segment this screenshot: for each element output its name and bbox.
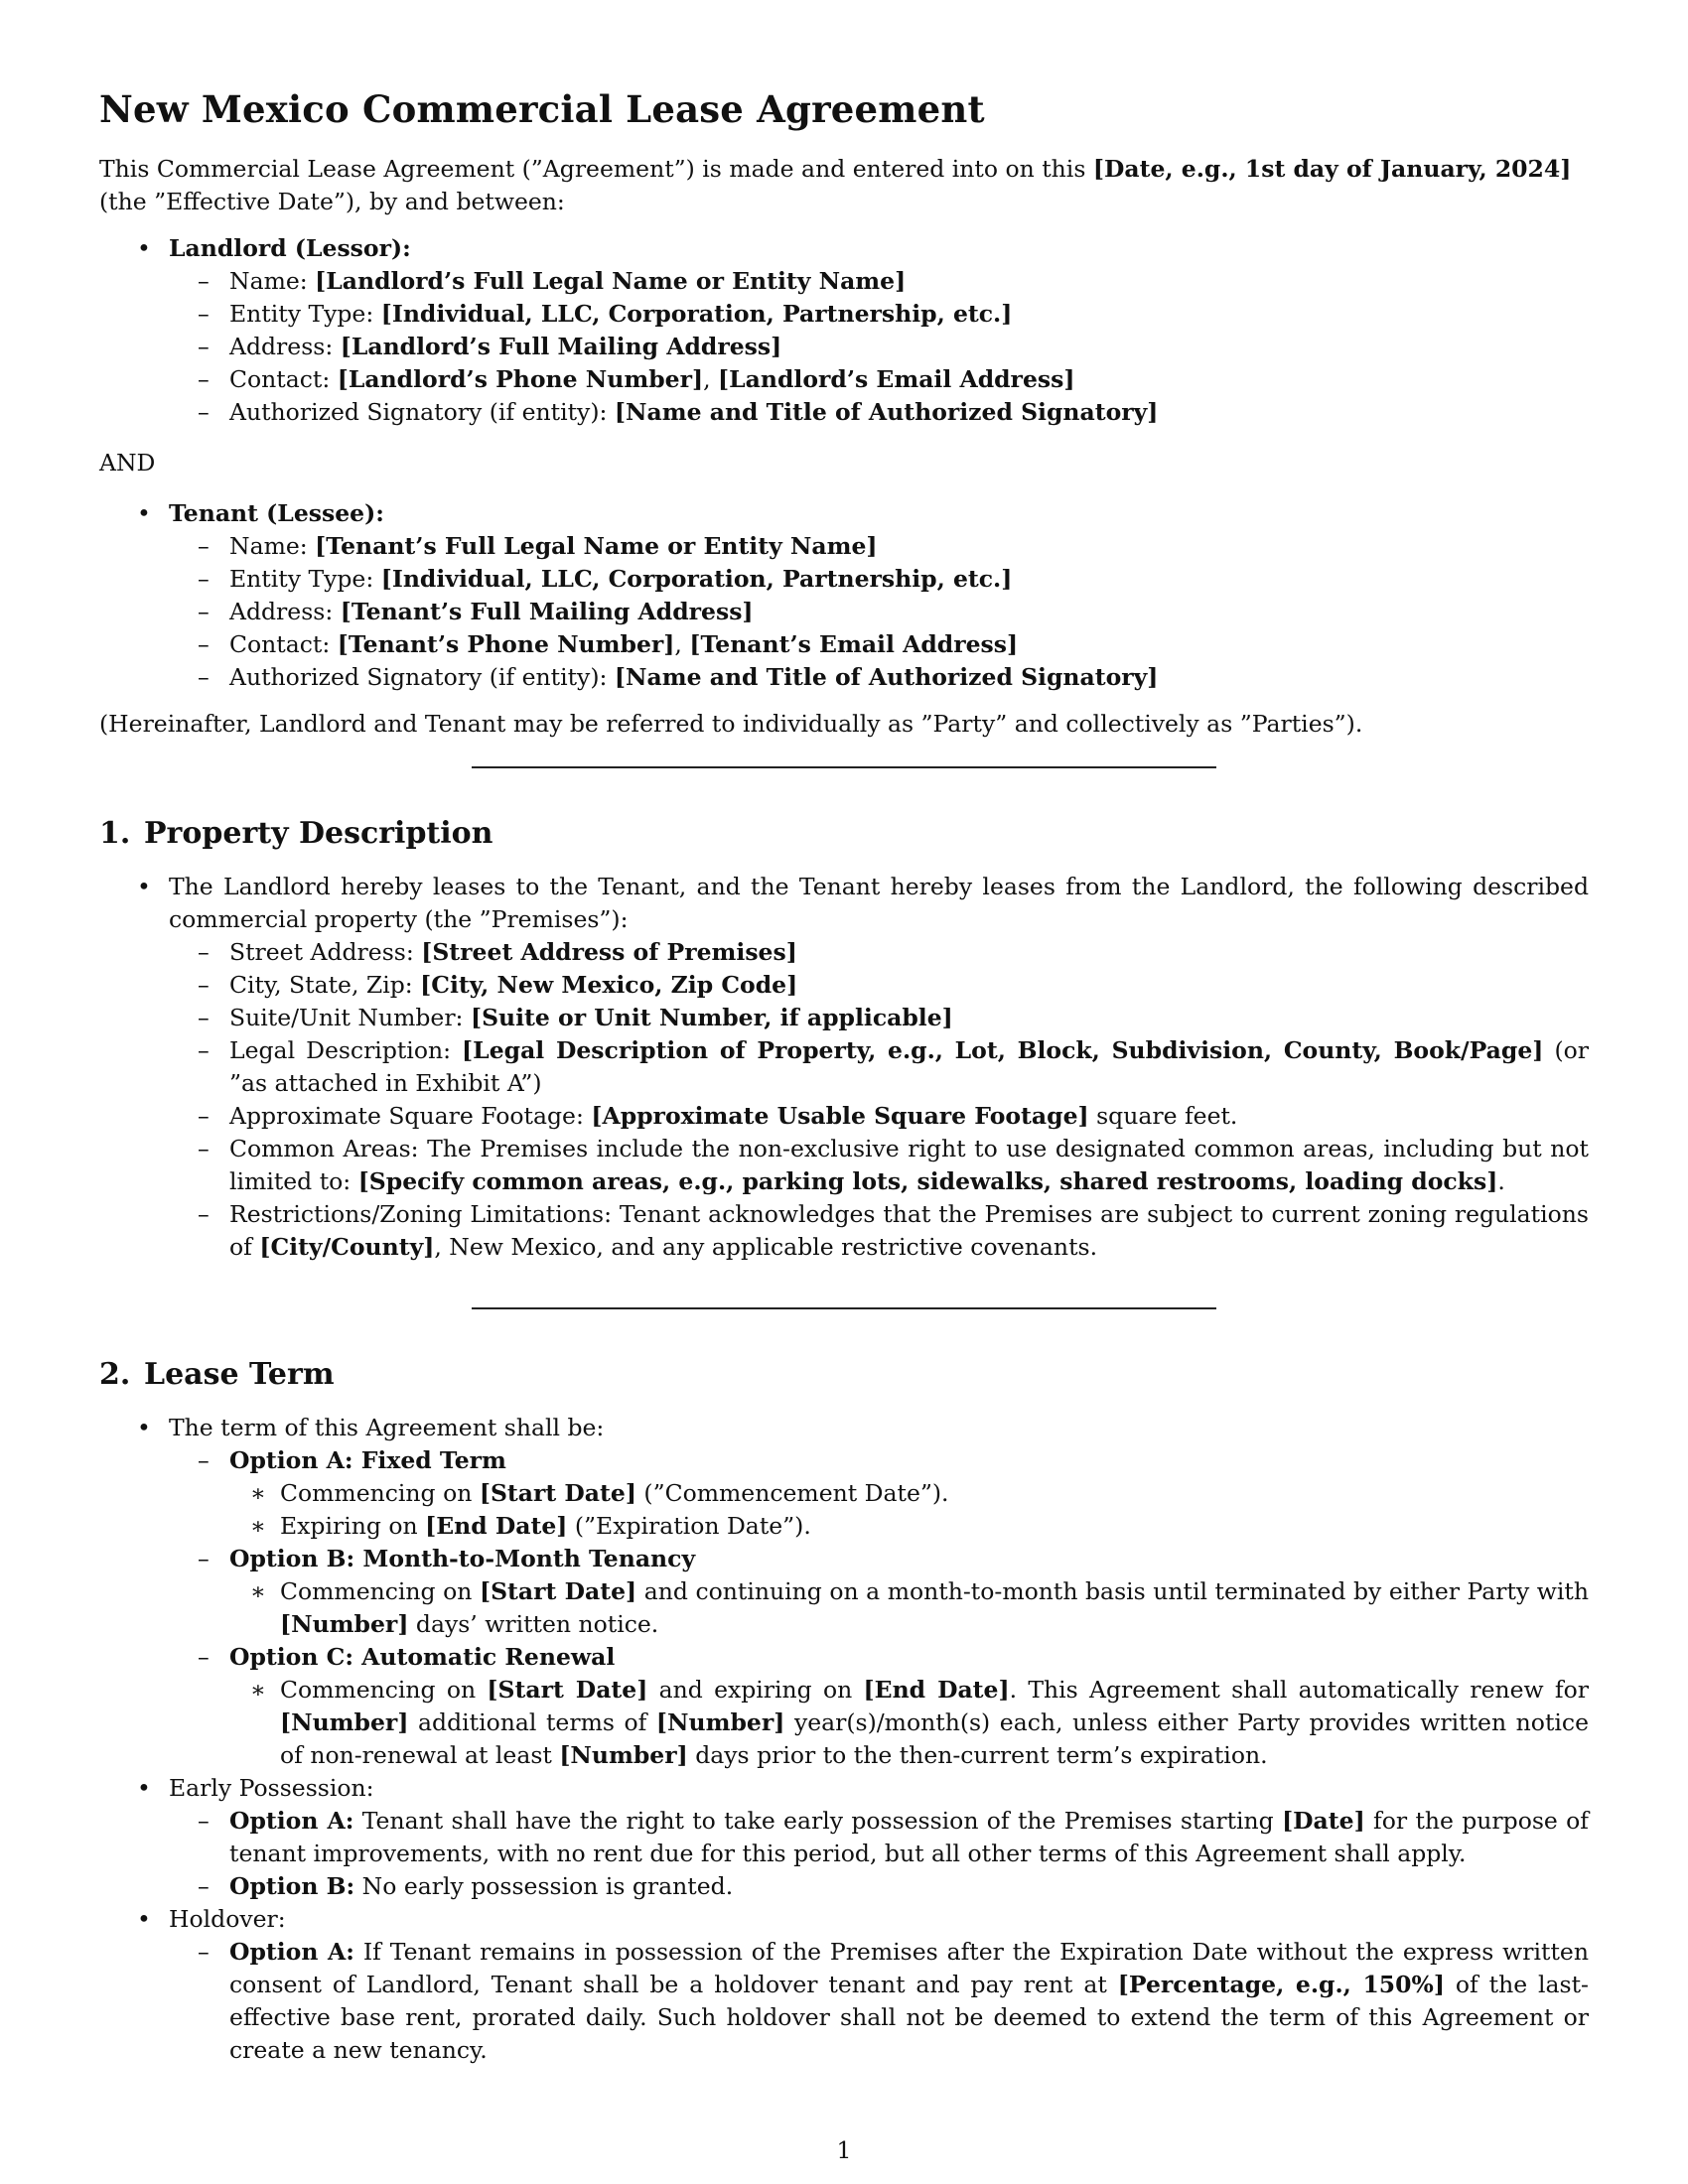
landlord-contact: – Contact: [Landlord’s Phone Number], [Landlord’s Email Address] — [198, 365, 1075, 393]
landlord-address: – Address: [Landlord’s Full Mailing Address] — [198, 333, 782, 360]
page-number: 1 — [836, 2136, 852, 2164]
tenant-heading: • Tenant (Lessee): — [137, 499, 384, 527]
section-divider — [472, 1307, 1216, 1309]
parties-note: (Hereinafter, Landlord and Tenant may be referred to individually as ”Party” and collectively as ”Parties”). — [99, 710, 1363, 738]
tenant-list — [99, 497, 1589, 694]
common-areas: – Common Areas: The Premises include the non-exclusive right to use designated common areas, including but not limited to: [Specify common areas, e.g., parking lots, sidewalks, shared restrooms, loading docks]. — [198, 1135, 1589, 1195]
document-title: New Mexico Commercial Lease Agreement — [99, 87, 985, 131]
section-1-heading: 1. Property Description — [99, 816, 493, 851]
option-c-automatic-renewal: – Option C: Automatic Renewal — [198, 1643, 616, 1671]
landlord-list — [99, 232, 1589, 429]
landlord-entity-type: – Entity Type: [Individual, LLC, Corporation, Partnership, etc.] — [198, 300, 1013, 328]
tenant-entity-type: – Entity Type: [Individual, LLC, Corporation, Partnership, etc.] — [198, 565, 1013, 593]
option-a-fixed-term: – Option A: Fixed Term — [198, 1446, 506, 1474]
city-state-zip: – City, State, Zip: [City, New Mexico, Zip Code] — [198, 971, 798, 999]
month-to-month-item: ∗ Commencing on [Start Date] and continuing on a month-to-month basis until terminated by either Party with [Number] days’ written notice. — [250, 1577, 1590, 1638]
tenant-address: – Address: [Tenant’s Full Mailing Address] — [198, 598, 754, 625]
automatic-renewal-item: ∗ Commencing on [Start Date] and expiring on [End Date]. This Agreement shall automatically renew for [Number] additional terms of [Number] year(s)/month(s) each, unless either Party provides written notice of non-renewal at least [Number] days prior to the then-current term’s expiration. — [250, 1676, 1589, 1769]
zoning-limitations: – Restrictions/Zoning Limitations: Tenant acknowledges that the Premises are subject to current zoning regulations of [City/County], New Mexico, and any applicable restrictive covenants. — [198, 1200, 1589, 1261]
tenant-name: – Name: [Tenant’s Full Legal Name or Entity Name] — [198, 532, 878, 560]
landlord-name: – Name: [Landlord’s Full Legal Name or Entity Name] — [198, 267, 907, 295]
early-possession-option-a: – Option A: Tenant shall have the right to take early possession of the Premises starting [Date] for the purpose of tenant improvements, with no rent due for this period, but all other terms of this Agreement shall apply. — [198, 1807, 1589, 1867]
intro-paragraph: This Commercial Lease Agreement (”Agreement”) is made and entered into on this [Date, e.g., 1st day of January, 2024] (the ”Effective Date”), by and between: — [99, 155, 1572, 215]
landlord-heading: • Landlord (Lessor): — [137, 234, 411, 262]
holdover-option-a: – Option A: If Tenant remains in possession of the Premises after the Expiration Date without the express written consent of Landlord, Tenant shall be a holdover tenant and pay rent at [Percentage, e.g., 150%] of the last-effective base rent, prorated daily. Such holdover shall not be deemed to extend the term of this Agreement or create a new tenancy. — [198, 1938, 1589, 2064]
option-b-month-to-month: – Option B: Month-to-Month Tenancy — [198, 1545, 696, 1572]
tenant-contact: – Contact: [Tenant’s Phone Number], [Tenant’s Email Address] — [198, 630, 1019, 658]
suite-unit: – Suite/Unit Number: [Suite or Unit Number, if applicable] — [198, 1004, 953, 1031]
street-address: – Street Address: [Street Address of Premises] — [198, 938, 797, 966]
holdover-lead: • Holdover: — [137, 1905, 286, 1933]
document-page — [99, 87, 1589, 2067]
section-2-list — [99, 1412, 1589, 2067]
section-1-list — [99, 871, 1589, 1264]
expiration-item: ∗ Expiring on [End Date] (”Expiration Date”). — [250, 1512, 811, 1540]
landlord-signatory: – Authorized Signatory (if entity): [Name and Title of Authorized Signatory] — [198, 398, 1159, 426]
early-possession-lead: • Early Possession: — [137, 1774, 374, 1802]
square-footage: – Approximate Square Footage: [Approximate Usable Square Footage] square feet. — [198, 1102, 1238, 1130]
section-divider — [472, 766, 1216, 768]
effective-date-placeholder: [Date, e.g., 1st day of January, 2024] — [1092, 155, 1572, 183]
commencement-item: ∗ Commencing on [Start Date] (”Commencement Date”). — [250, 1479, 949, 1507]
and-separator: AND — [99, 449, 156, 477]
legal-description: – Legal Description: [Legal Description of Property, e.g., Lot, Block, Subdivision, County, Book/Page] (or ”as attached in Exhibit A”) — [198, 1036, 1589, 1097]
section-2-heading: 2. Lease Term — [99, 1357, 335, 1392]
early-possession-option-b: – Option B: No early possession is granted. — [198, 1872, 734, 1900]
lease-term-lead: • The term of this Agreement shall be: — [137, 1414, 605, 1441]
section-1-lead: • The Landlord hereby leases to the Tenant, and the Tenant hereby leases from the Landlord, the following described commercial property (the ”Premises”): — [137, 873, 1589, 933]
tenant-signatory: – Authorized Signatory (if entity): [Name and Title of Authorized Signatory] — [198, 663, 1159, 691]
